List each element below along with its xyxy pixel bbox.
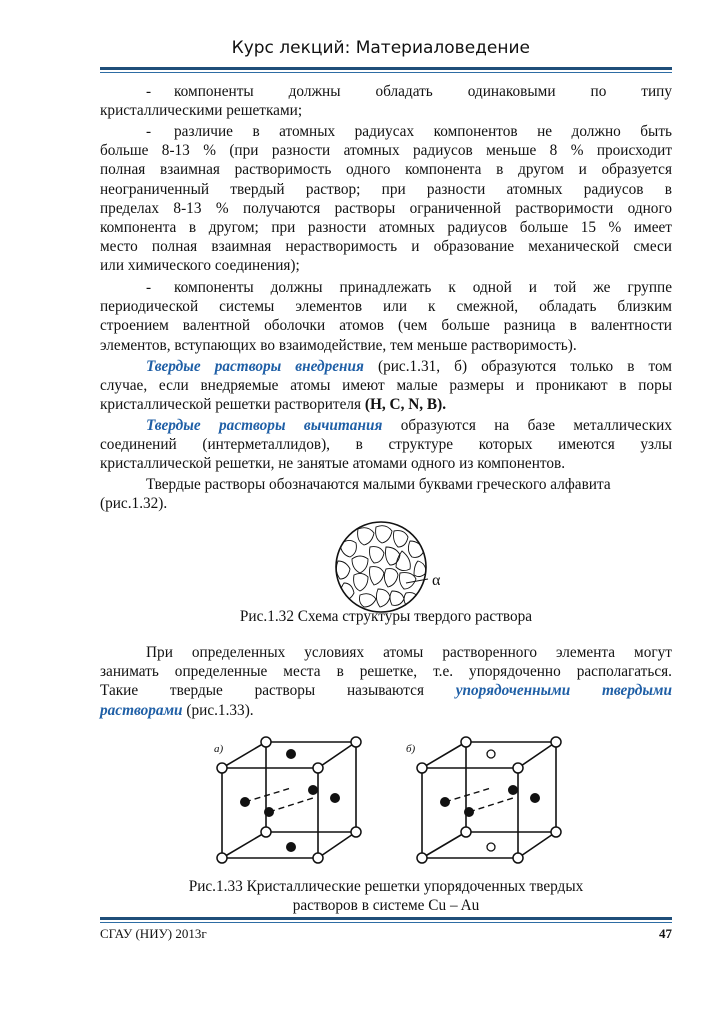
- page-number: 47: [659, 926, 672, 941]
- bullet-marker: -: [146, 83, 152, 100]
- term-ordered: упорядоченными твердыми: [455, 682, 672, 700]
- lattice-a-label: а): [214, 743, 224, 755]
- header-rule-thick: [100, 67, 672, 70]
- paragraph-ordered: При определенных условиях атомы растворенного элемента могут занимать определенные места в решетке, т.е. упорядоченно располагаться. Такие твердые растворы называются упорядоченными твердыми растворами (рис.1.33).: [100, 644, 672, 719]
- lattice-b-label: б): [406, 743, 416, 755]
- figure-1-32-caption: Рис.1.32 Схема структуры твердого раствора: [239, 608, 533, 625]
- paragraph-interstitial: Твердые растворы внедрения (рис.1.31, б) образуются только в том случае, если внедряемые атомы имеют малые размеры и проникают в поры кристаллической решетки растворителя (H, C, N, B).: [100, 358, 672, 414]
- paragraph-greek: Твердые растворы обозначаются малыми буквами греческого алфавита (рис.1.32).: [100, 476, 611, 513]
- figure-1-32: [320, 515, 460, 615]
- paragraph-subtraction: Твердые растворы вычитания образуются на базе металлических соединений (интерметаллидов), в структуре которых имеются узлы кристаллической решетки, не занятые атомами одного из компонентов.: [100, 417, 672, 473]
- footer-rule-thick: [100, 917, 672, 920]
- grain-structure: [336, 526, 426, 607]
- bullet-marker: -: [146, 279, 152, 296]
- alpha-label: α: [432, 572, 441, 589]
- term-interstitial: Твердые растворы внедрения: [146, 358, 364, 375]
- page-header-title: Курс лекций: Материаловедение: [231, 38, 530, 58]
- term-subtraction: Твердые растворы вычитания: [146, 417, 383, 434]
- bullet-list-item: - различие в атомных радиусах компонентов не должно быть больше 8-13 % (при разности атомных радиусов меньше 8 % происходит полная взаимная растворимость одного компонента в другом и образуется неограниченный твердый раствор; при разности атомных радиусов в пределах 8-13 % получаются растворы ограниченной растворимости одного компонента в другом; при разности атомных радиусов больше 15 % имеет место полная взаимная нерастворимость и образование механической смеси или химического соединения);: [100, 123, 672, 275]
- footer-rule-thin: [100, 922, 672, 923]
- leader-line: [406, 579, 428, 583]
- header-rule-thin: [100, 72, 672, 73]
- bullet-marker: -: [146, 123, 152, 140]
- bullet-list-item: - компоненты должны принадлежать к одной и той же группе периодической системы элементов или к смежной, обладать близким строением валентной оболочки атомов (чем больше разница в валентности элементов, вступающих во взаимодействие, тем меньше растворимость).: [100, 279, 672, 354]
- figure-1-33-caption: Рис.1.33 Кристаллические решетки упорядоченных твердых растворов в системе Cu – Au: [188, 878, 584, 914]
- figure-1-33: [210, 734, 570, 864]
- footer-institution: СГАУ (НИУ) 2013г: [100, 926, 207, 941]
- bullet-list-item: - компоненты должны обладать одинаковыми по типу кристаллическими решетками;: [100, 83, 672, 120]
